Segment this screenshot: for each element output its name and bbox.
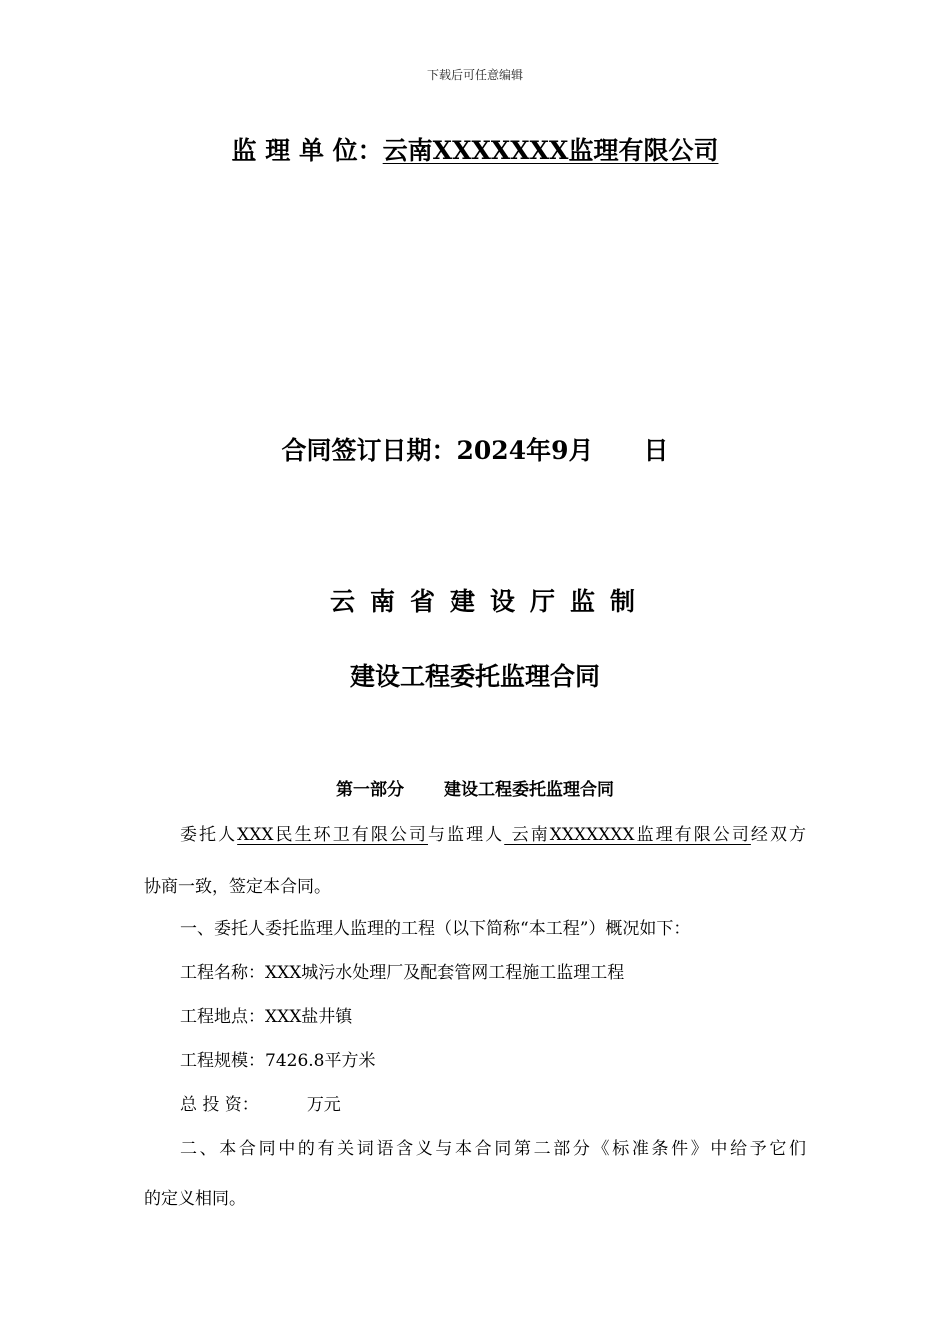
investment-label: 总 投 资： — [180, 1095, 259, 1115]
section-2-line-2: 的定义相同。 — [144, 1189, 246, 1209]
section-2-line-1: 二、本合同中的有关词语含义与本合同第二部分《标准条件》中给予它们 — [180, 1139, 806, 1159]
document-title: 建设工程委托监理合同 — [349, 662, 600, 691]
intro-line-2: 协商一致，签定本合同。 — [144, 877, 331, 897]
part-name: 建设工程委托监理合同 — [444, 780, 614, 800]
supervisor-unit-label: 监 理 单 位： — [231, 136, 383, 165]
issuer-line: 云南省建设厅监制 — [329, 587, 650, 616]
part-title — [0, 775, 950, 800]
project-name: 工程名称：XXX城污水处理厂及配套管网工程施工监理工程 — [180, 963, 625, 983]
intro-line-1 — [180, 820, 806, 845]
intro-text-1: 委托人 — [180, 825, 238, 845]
supervisor-name-inline: 云南XXXXXXX监理有限公司 — [504, 825, 751, 845]
investment-unit: 万元 — [306, 1095, 341, 1115]
section-1-heading: 一、委托人委托监理人监理的工程（以下简称“本工程”）概况如下： — [180, 919, 691, 939]
supervisor-unit-line — [0, 131, 950, 167]
part-number: 第一部分 — [336, 780, 404, 800]
supervisor-unit-name: 云南XXXXXXX监理有限公司 — [382, 136, 719, 165]
header-note: 下载后可任意编辑 — [426, 68, 523, 82]
intro-text-3: 经双方 — [750, 825, 807, 845]
sign-date-line — [0, 431, 950, 467]
project-location: 工程地点：XXX盐井镇 — [180, 1007, 353, 1027]
sign-date-value: 2024年9月 日 — [456, 436, 669, 465]
investment-line — [180, 1090, 341, 1115]
sign-date-label: 合同签订日期： — [281, 436, 457, 465]
intro-text-2: 与监理人 — [427, 825, 505, 845]
client-name: XXX民生环卫有限公司 — [237, 825, 428, 845]
project-scale: 工程规模：7426.8平方米 — [180, 1051, 376, 1071]
